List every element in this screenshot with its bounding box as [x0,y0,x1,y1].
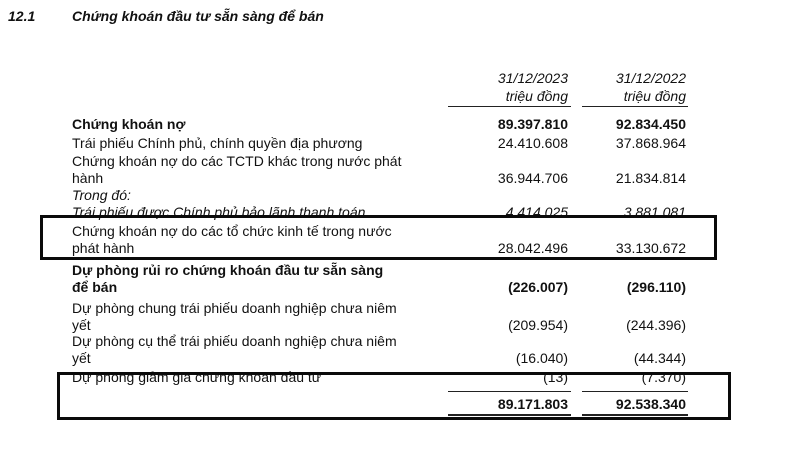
row-tctd-2022: 21.834.814 [615,170,686,186]
col-2023-header-rule [448,106,571,107]
row-gov-2023: 24.410.608 [497,135,568,151]
row-provision-2022: (296.110) [626,279,686,295]
row-of-which-label: Trong đó: [72,187,131,203]
row-provision-label-line1: Dự phòng rủi ro chứng khoán đầu tư sẵn sàng [72,262,384,278]
row-provision-2023: (226.007) [508,279,568,295]
row-econ-label-line1: Chứng khoán nợ do các tổ chức kinh tế trong nước [72,223,392,239]
row-tctd-label-line2: hành [72,170,104,186]
col-2022-unit: triệu đồng [623,88,686,104]
total-2023: 89.171.803 [497,396,568,412]
highlight-box-econ-bonds [40,215,717,260]
row-general-2022: (244.396) [626,317,686,333]
row-tctd-2023: 36.944.706 [497,170,568,186]
row-specific-2023: (16.040) [515,350,568,366]
row-specific-label-line1: Dự phòng cụ thể trái phiếu doanh nghiệp chưa niêm [72,333,397,349]
row-general-2023: (209.954) [508,317,568,333]
col-2023-unit: triệu đồng [505,88,568,104]
row-guaranteed-label: Trái phiếu được Chính phủ bảo lãnh thanh toán [72,204,366,220]
row-devaluation-label: Dự phòng giảm giá chứng khoán đầu tư [72,369,322,385]
row-devaluation-2022: (7.370) [641,369,686,385]
row-specific-label-line2: yết [72,350,91,366]
row-debt-label: Chứng khoán nợ [72,116,186,132]
row-econ-2022: 33.130.672 [615,240,686,256]
row-guaranteed-2022: 3.881.081 [623,204,686,220]
row-gov-2022: 37.868.964 [615,135,686,151]
row-devaluation-2023: (13) [543,369,568,385]
highlight-box-total [57,372,731,420]
row-econ-2023: 28.042.496 [497,240,568,256]
col-2023-date: 31/12/2023 [497,70,568,86]
row-specific-2022: (44.344) [633,350,686,366]
row-econ-label-line2: phát hành [72,240,135,256]
total-2022: 92.538.340 [615,396,686,412]
row-general-label-line1: Dự phòng chung trái phiếu doanh nghiệp chưa niêm [72,300,397,316]
row-guaranteed-2023: 4.414.025 [505,204,568,220]
row-provision-label-line2: để bán [72,279,118,295]
row-debt-2022: 92.834.450 [615,116,686,132]
row-tctd-label-line1: Chứng khoán nợ do các TCTD khác trong nước phát [72,153,402,169]
row-gov-label: Trái phiếu Chính phủ, chính quyền địa phương [72,135,363,151]
row-general-label-line2: yết [72,317,91,333]
section-title: Chứng khoán đầu tư sẵn sàng để bán [72,8,324,24]
col-2022-header-rule [582,106,688,107]
section-number: 12.1 [8,8,36,24]
row-debt-2023: 89.397.810 [497,116,568,132]
col-2022-date: 31/12/2022 [615,70,686,86]
